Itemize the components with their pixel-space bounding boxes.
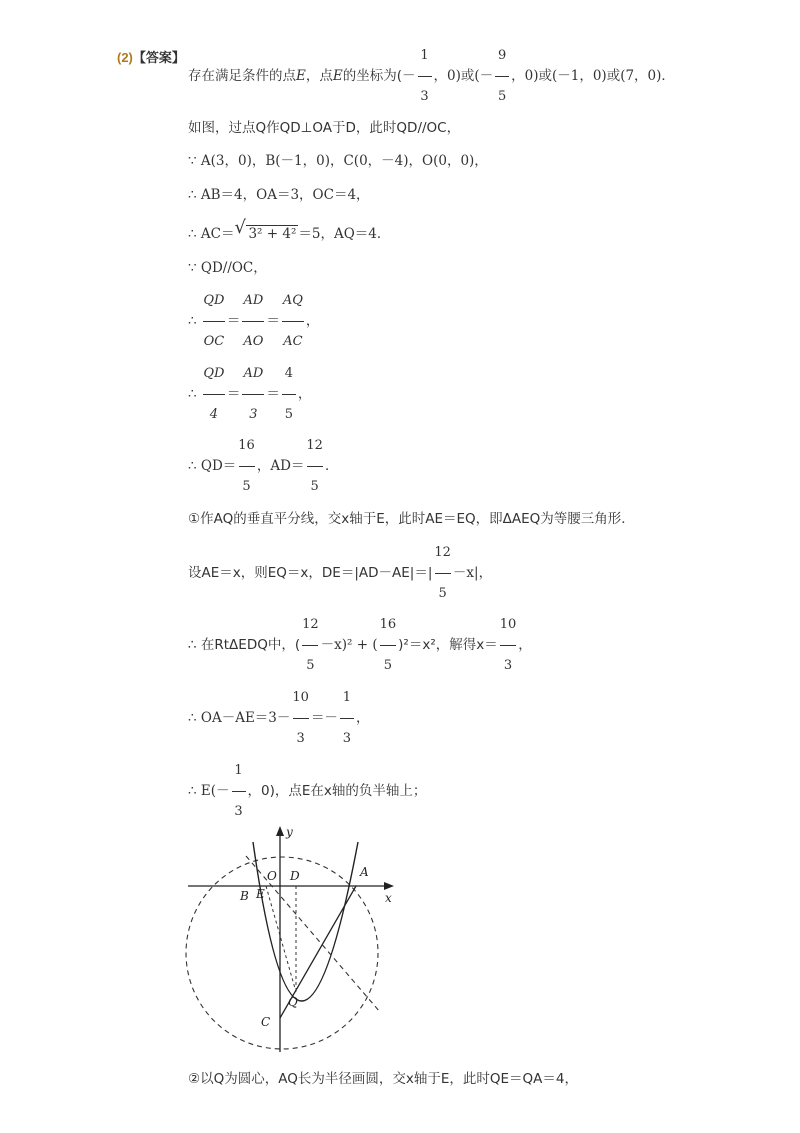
denominator: OC — [203, 334, 225, 349]
denominator: 5 — [242, 479, 251, 494]
label-e: E — [256, 887, 265, 901]
denominator: 5 — [438, 586, 447, 601]
text: ， — [355, 710, 370, 726]
line-coordinates — [188, 151, 488, 171]
fraction — [203, 364, 225, 425]
denominator: 5 — [497, 89, 507, 104]
numerator: 9 — [497, 48, 507, 63]
numerator: 1 — [420, 48, 429, 63]
denominator: 3 — [234, 804, 243, 819]
text: ，0)或(－1，0)或(7，0)． — [511, 68, 675, 84]
fraction — [380, 615, 397, 676]
fraction — [306, 436, 323, 497]
fraction — [282, 291, 304, 352]
text: ，点 — [305, 68, 333, 84]
point-e: E — [332, 68, 343, 84]
fraction — [418, 46, 432, 107]
text: 存在满足条件的点 — [188, 68, 296, 84]
y-axis-arrow — [276, 826, 284, 836]
numerator: QD — [203, 293, 225, 308]
denominator: 5 — [383, 658, 393, 673]
text: ． — [324, 458, 339, 474]
fraction — [434, 543, 451, 604]
numerator: 16 — [238, 438, 255, 453]
label-b: B — [240, 889, 249, 903]
text: ， — [297, 386, 312, 402]
text: ＝－ — [310, 710, 338, 726]
denominator: 3 — [342, 731, 352, 746]
line-ratio-2 — [188, 364, 311, 425]
equals: ＝ — [226, 386, 241, 402]
fraction — [302, 615, 319, 676]
fraction — [495, 46, 509, 107]
line-pythagoras — [188, 615, 532, 676]
numerator: 1 — [342, 690, 352, 705]
text: 设AE＝x，则EQ＝x，DE＝|AD－AE|＝| — [188, 565, 433, 581]
text: ，AD＝ — [256, 458, 305, 474]
text: ， — [518, 637, 532, 653]
denominator: AC — [283, 334, 303, 349]
text: ∴ E(－ — [188, 783, 230, 799]
fraction — [203, 291, 225, 352]
text: ∴ AC＝ — [188, 226, 235, 242]
text: 如图，过点Q作QD⊥OA于D，此时QD//OC， — [188, 120, 461, 136]
fraction — [238, 436, 255, 497]
part-number: (2) — [117, 50, 133, 65]
text: ∴ — [188, 313, 197, 329]
text: ①作AQ的垂直平分线，交x轴于E，此时AE＝EQ，即ΔAEQ为等腰三角形． — [188, 511, 635, 527]
numerator: 12 — [302, 617, 319, 632]
numerator: 12 — [434, 545, 451, 560]
line-parallel — [188, 258, 267, 278]
line-oa-ae — [188, 688, 369, 749]
numerator: 10 — [292, 690, 309, 705]
label-o: O — [267, 869, 277, 883]
line-set-ae — [188, 543, 492, 604]
text: －x|， — [452, 565, 493, 581]
label-c: C — [261, 1015, 271, 1029]
fraction — [282, 364, 296, 425]
numerator: AD — [243, 293, 264, 308]
text: －x)² + ( — [320, 637, 378, 653]
denominator: 3 — [296, 731, 305, 746]
denominator: 5 — [284, 407, 294, 422]
label-x: x — [385, 891, 392, 905]
numerator: QD — [203, 366, 225, 381]
case-1-line — [188, 509, 635, 529]
line-qd-ad — [188, 436, 338, 497]
label-y: y — [286, 825, 293, 839]
text: ∴ OA－AE＝3－ — [188, 710, 291, 726]
numerator: 1 — [234, 763, 243, 778]
point-e: E — [296, 68, 306, 84]
text: )²＝x²，解得x＝ — [398, 637, 498, 653]
denominator: 3 — [503, 658, 513, 673]
numerator: AD — [243, 366, 264, 381]
label-q: Q — [288, 995, 298, 1009]
equals: ＝ — [226, 313, 241, 329]
square-root: √ 3² + 4² — [234, 217, 297, 242]
denominator: AO — [243, 334, 264, 349]
denominator: 5 — [310, 479, 319, 494]
text: ∵ QD//OC， — [188, 260, 267, 276]
conclusion-line — [188, 46, 675, 107]
fraction — [242, 291, 264, 352]
geometry-figure — [180, 822, 400, 1062]
denominator: 3 — [249, 407, 258, 422]
answer-label: 【答案】 — [132, 50, 185, 65]
equals: ＝ — [266, 386, 280, 402]
fraction — [242, 364, 264, 425]
label-a: A — [360, 865, 369, 879]
x-axis-arrow — [384, 882, 394, 890]
radicand: 3² + 4² — [248, 226, 297, 242]
text: ∴ 在RtΔEDQ中，( — [188, 637, 301, 653]
fraction — [340, 688, 354, 749]
text: ， — [305, 313, 320, 329]
line-lengths — [188, 185, 370, 205]
answer-tag — [117, 47, 185, 66]
text: ∴ AB＝4，OA＝3，OC＝4， — [188, 187, 370, 203]
label-d: D — [290, 869, 300, 883]
denominator: 3 — [420, 89, 429, 104]
denominator: 5 — [306, 658, 315, 673]
text: ＝5，AQ＝4． — [298, 226, 391, 242]
text: ∵ A(3，0)，B(－1，0)，C(0，－4)，O(0，0)， — [188, 153, 488, 169]
line-e-point — [188, 761, 426, 822]
line-ratio-1 — [188, 291, 319, 352]
text: ∴ — [188, 386, 197, 402]
denominator: 4 — [209, 407, 219, 422]
fraction — [232, 761, 246, 822]
line-qd-perp — [188, 118, 460, 138]
text: ②以Q为圆心，AQ长为半径画圆，交x轴于E，此时QE＝QA＝4， — [188, 1071, 578, 1087]
fraction — [292, 688, 309, 749]
case-2-line — [188, 1069, 578, 1089]
numerator: AQ — [282, 293, 303, 308]
numerator: 12 — [306, 438, 323, 453]
fraction — [500, 615, 517, 676]
numerator: 10 — [499, 617, 517, 632]
numerator: 16 — [379, 617, 397, 632]
numerator: 4 — [284, 366, 294, 381]
line-ac — [188, 217, 391, 244]
text: ，0)或(－ — [433, 68, 494, 84]
text: 的坐标为(－ — [342, 68, 416, 84]
text: ∴ QD＝ — [188, 458, 237, 474]
text: ，0)，点E在x轴的负半轴上； — [247, 783, 427, 799]
parabola — [253, 842, 358, 1001]
equals: ＝ — [266, 313, 280, 329]
